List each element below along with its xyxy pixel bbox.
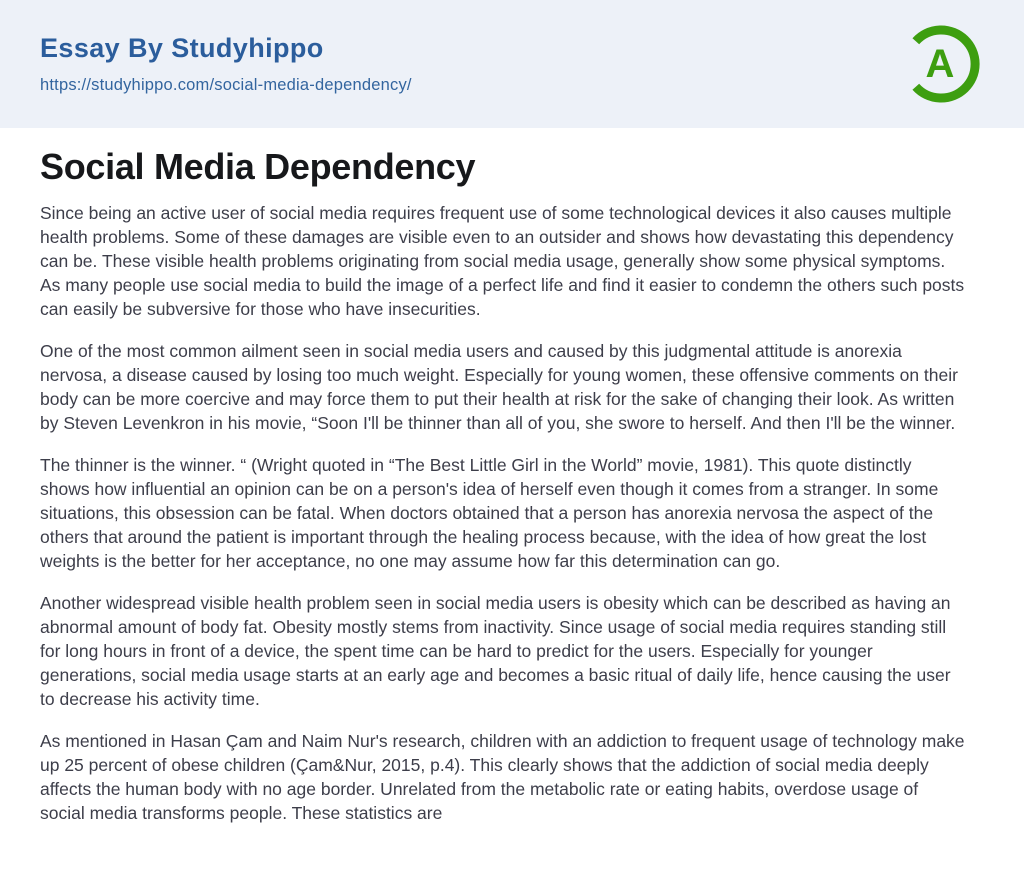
logo-letter: A [925,42,955,86]
essay-article [0,128,1005,825]
site-title: Essay By Studyhippo [40,33,324,63]
header-text-block [40,33,412,95]
essay-paragraph-5: As mentioned in Hasan Çam and Naim Nur's research, children with an addiction to frequent usage of technology make up 25 percent of obese children (Çam&Nur, 2015, p.4). This clearly shows that the addiction of social media deeply affects the human body with no age border. Unrelated from the metabolic rate or eating habits, overdose usage of social media transforms people. These statistics are [40,731,965,823]
page-title: Social Media Dependency [40,146,476,187]
essay-url-link[interactable]: https://studyhippo.com/social-media-dependency/ [40,76,412,94]
essay-paragraph-4: Another widespread visible health problem seen in social media users is obesity which can be described as having an abnormal amount of body fat. Obesity mostly stems from inactivity. Since usage of social media requires standing still for long hours in front of a device, the spent time can be hard to predict for the users. Especially for younger generations, social media usage starts at an early age and becomes a basic ritual of daily life, hence causing the user to decrease his activity time. [40,593,951,709]
essay-paragraph-3: The thinner is the winner. “ (Wright quoted in “The Best Little Girl in the World” movie, 1981). This quote distinctly shows how influential an opinion can be on a person's idea of herself even though it comes from a stranger. In some situations, this obsession can be fatal. When doctors obtained that a person has anorexia nervosa the aspect of the others that around the patient is important through the healing process because, with the idea of how great the lost weights is the better for her acceptance, no one may assume how far this determination can go. [40,455,939,571]
essay-paragraph-1: Since being an active user of social media requires frequent use of some technological devices it also causes multiple health problems. Some of these damages are visible even to an outsider and shows how devastating this dependency can be. These visible health problems originating from social media usage, generally show some physical symptoms. As many people use social media to build the image of a perfect life and find it easier to condemn the others such posts can easily be subversive for those who have insecurities. [40,203,965,319]
site-header [0,0,1024,128]
studyhippo-logo-icon [898,21,984,107]
essay-paragraph-2: One of the most common ailment seen in social media users and caused by this judgmental attitude is anorexia nervosa, a disease caused by losing too much weight. Especially for young women, these offensive comments on their body can be more coercive and may force them to put their health at risk for the sake of changing their look. As written by Steven Levenkron in his movie, “Soon I'll be thinner than all of you, she swore to herself. And then I'll be the winner. [40,341,958,433]
